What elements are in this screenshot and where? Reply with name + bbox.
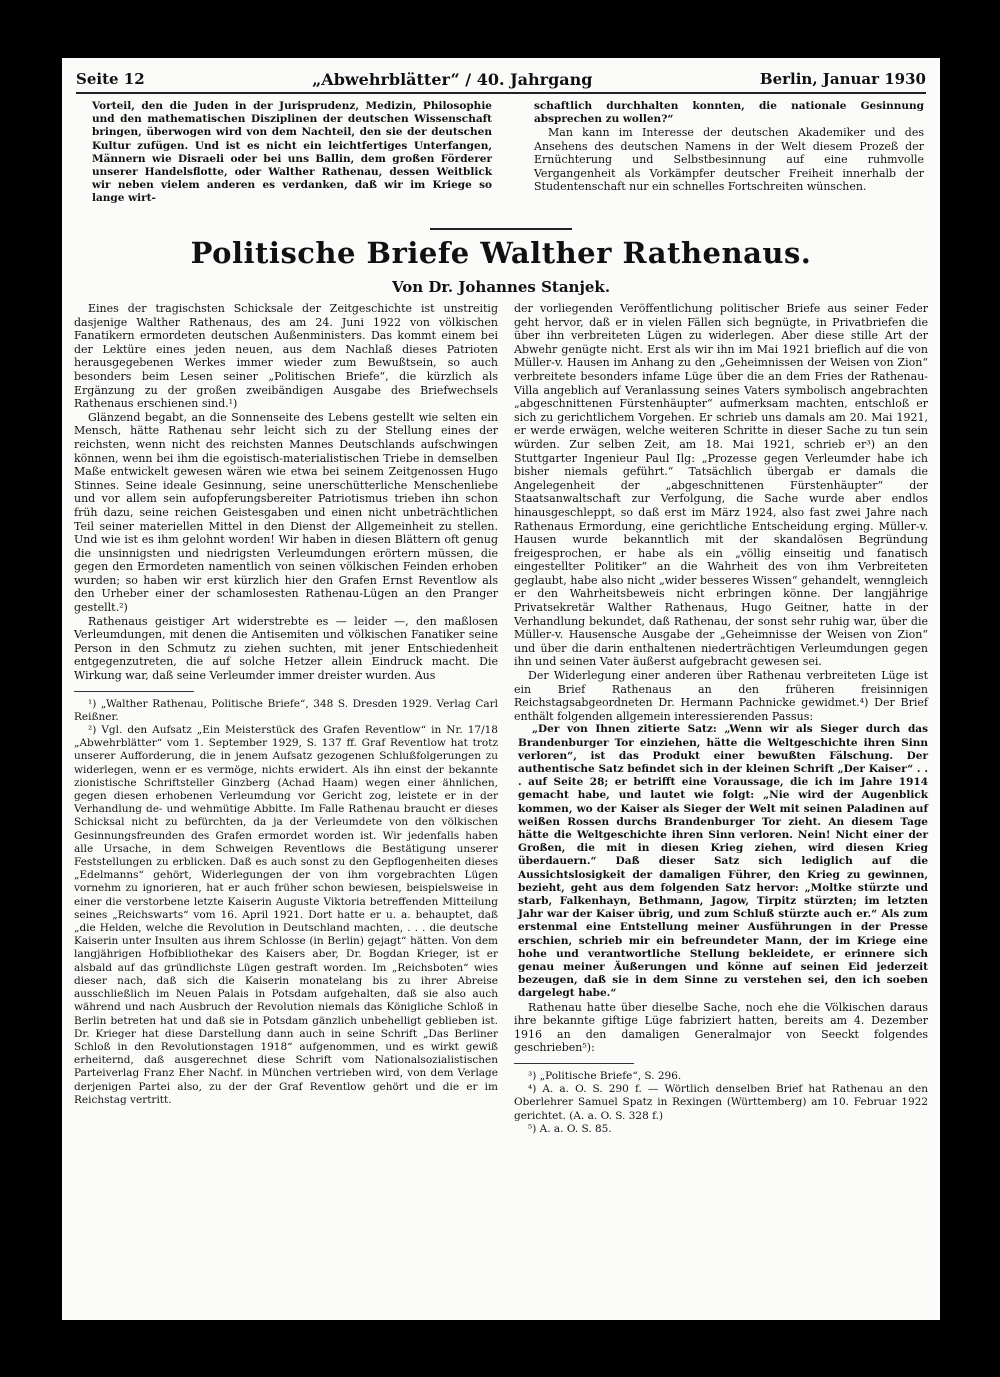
- previous-article-end-left: [92, 100, 492, 206]
- article-paragraph: der vorliegenden Veröffentlichung politischer Briefe aus seiner Feder geht hervor, daß er in vielen Fällen sich begnügte, in Privatbriefen die über ihn verbreiteten Lügen zu widerlegen. Aber diese stille Art der Abwehr genügte nicht. Erst als wir ihn im Mai 1921 brieflich auf die von Müller-v. Hausen im Anhang zu den „Geheimnissen der Weisen von Zion“ verbreitete besonders infame Lüge über die an dem Fries der Rathenau-Villa angeblich auf Veranlassung seines Vaters symbolisch angebrachten „abgeschnittenen Fürstenhäupter“ aufmerksam machten, entschloß er sich zu gerichtlichem Vorgehen. Er schrieb uns damals am 20. Mai 1921, er werde erwägen, welche weiteren Schritte in dieser Sache zu tun sein würden. Zur selben Zeit, am 18. Mai 1921, schrieb er³) an den Stuttgarter Ingenieur Paul Ilg: „Prozesse gegen Verleumder habe ich bisher niemals geführt.“ Tatsächlich übergab er damals die Angelegenheit der „abgeschnittenen Fürstenhäupter“ der Staatsanwaltschaft zur Verfolgung, die Sache wurde aber endlos hinausgeschleppt, so daß erst im März 1924, also fast zwei Jahre nach Rathenaus Ermordung, eine gerichtliche Entscheidung erging. Müller-v. Hausen wurde bekanntlich mit der skandalösen Begründung freigesprochen, er habe als ein „völlig einseitig und fanatisch eingestellter Politiker“ an die Wahrheit des von ihm Verbreiteten geglaubt, habe also nicht „wider besseres Wissen“ gehandelt, wenngleich er den Wahrheitsbeweis nicht erbringen könne. Der langjährige Privatsekretär Walther Rathenaus, Hugo Geitner, hatte in der Verhandlung bekundet, daß Rathenau, der sonst sehr ruhig war, über die Müller-v. Hausensche Ausgabe der „Geheimnisse der Weisen von Zion“ und über die darin enthaltenen niederträchtigen Verleumdungen gegen ihn und seinen Vater äußerst aufgebracht gewesen sei.: [514, 302, 928, 669]
- footnotes-right: [514, 1070, 928, 1136]
- article-byline: Von Dr. Johannes Stanjek.: [391, 278, 611, 296]
- footnote: ¹) „Walther Rathenau, Politische Briefe“, 348 S. Dresden 1929. Verlag Carl Reißner.: [74, 697, 498, 723]
- article-paragraph: Glänzend begabt, an die Sonnenseite des Lebens gestellt wie selten ein Mensch, hätte Rathenau sehr leicht sich zu der Stellung eines der reichsten, wenn nicht des reichsten Mannes Deutschlands aufschwingen können, wenn bei ihm die egoistisch-materialistischen Triebe in demselben Maße entwickelt gewesen wären wie etwa bei seinem Zeitgenossen Hugo Stinnes. Seine ideale Gesinnung, seine unerschütterliche Menschenliebe und vor allem sein aufopferungsbereiter Patriotismus trieben ihn schon früh dazu, seine reichen Geistesgaben und einen nicht unbeträchtlichen Teil seiner materiellen Mittel in den Dienst der Allgemeinheit zu stellen. Und wie ist es ihm gelohnt worden! Wir haben in diesen Blättern oft genug die unsinnigsten und niedrigsten Verleumdungen erörtern müssen, die gegen den Ermordeten namentlich von seinen völkischen Feinden erhoben wurden; so haben wir erst kürzlich hier den Grafen Ernst Reventlow als den Urheber einer der schamlosesten Rathenau-Lügen an den Pranger gestellt.²): [74, 410, 498, 615]
- article-paragraph: Rathenau hatte über dieselbe Sache, noch ehe die Völkischen daraus ihre bekannte giftige Lüge fabriziert hatten, bereits am 4. Dezember 1916 an den damaligen Generalmajor von Seeckt folgendes geschrieben⁵):: [514, 1000, 928, 1055]
- letter-quote: „Der von Ihnen zitierte Satz: „Wenn wir als Sieger durch das Brandenburger Tor einziehen, hätte die Weltgeschichte ihren Sinn verloren“, ist das Produkt einer bewußten Fälschung. Der authentische Satz befindet sich in der kleinen Schrift „Der Kaiser“ . . . auf Seite 28; er betrifft eine Voraussage, die ich im Jahre 1914 gemacht habe, und lautet wie folgt: „Nie wird der Augenblick kommen, wo der Kaiser als Sieger der Welt mit seinen Paladinen auf weißen Rossen durchs Brandenburger Tor zieht. An diesem Tage hätte die Weltgeschichte ihren Sinn verloren. Nein! Nicht einer der Großen, die mit in diesen Krieg ziehen, wird diesen Krieg überdauern.“ Daß dieser Satz sich lediglich auf die Aussichtslosigkeit der damaligen Führer, den Krieg zu gewinnen, bezieht, geht aus dem folgenden Satz hervor: „Moltke stürzte und starb, Falkenhayn, Bethmann, Jagow, Tirpitz stürzten; im letzten Jahr war der Kaiser übrig, und zum Schluß stürzte auch er.“ Als zum erstenmal eine Entstellung meiner Ausführungen in der Presse erschien, schrieb mir ein befreundeter Mann, der im Kriege eine hohe und verantwortliche Stellung bekleidete, er erinnere sich genau meiner Äußerungen und könne auf seinen Eid jederzeit bezeugen, daß sie in dem Sinne zu verstehen sei, den ich soeben dargelegt habe.“: [518, 723, 928, 1000]
- article-paragraph: Rathenaus geistiger Art widerstrebte es — leider —, den maßlosen Verleumdungen, mit denen die Antisemiten und völkischen Fanatiker seine Person in den Schmutz zu ziehen suchten, mit jener Entschiedenheit entgegenzutreten, die auf solche Hetzer allein Eindruck macht. Die Wirkung war, daß seine Verleumder immer dreister wurden. Aus: [74, 614, 498, 683]
- footnote: ³) „Politische Briefe“, S. 296.: [528, 1070, 682, 1083]
- previous-article-end-right: [534, 100, 924, 194]
- footnote: ⁴) A. a. O. S. 290 f. — Wörtlich denselben Brief hat Rathenau an den Oberlehrer Samuel Spatz in Rexingen (Württemberg) am 10. Februar 1922 gerichtet. (A. a. O. S. 328 f.): [514, 1083, 928, 1122]
- footnote-divider: [514, 1063, 634, 1064]
- footnote-divider: [74, 691, 194, 692]
- footnotes-left: [74, 698, 498, 1107]
- journal-title: „Abwehrblätter“ / 40. Jahrgang: [312, 69, 593, 89]
- previous-article-text-left: Vorteil, den die Juden in der Jurisprudenz, Medizin, Philosophie und den mathematischen Disziplinen der deutschen Wissenschaft bringen, überwogen wird von dem Nachteil, den sie der deutschen Kultur zufügen. Und ist es nicht ein leichtfertiges Unterfangen, Männern wie Disraeli oder bei uns Ballin, dem großen Förderer unserer Handelsflotte, oder Walther Rathenau, dessen Weitblick wir neben vielem anderen es verdanken, daß wir im Kriege so lange wirt-: [92, 100, 492, 205]
- page-header: [76, 66, 926, 94]
- section-divider: [430, 228, 572, 230]
- previous-article-text-right: Man kann im Interesse der deutschen Akademiker und des Ansehens des deutschen Namens in der Welt diesem Prozeß der Ernüchterung und Selbstbesinnung auf eine ruhmvolle Vergangenheit als Vorkämpfer deutscher Freiheit innerhalb der Studentenschaft nur ein schnelles Fortschreiten wünschen.: [534, 126, 924, 194]
- footnote: ²) Vgl. den Aufsatz „Ein Meisterstück des Grafen Reventlow“ in Nr. 17/18 „Abwehrblätter“ vom 1. September 1929, S. 137 ff. Graf Reventlow hat trotz unserer Aufforderung, die in jenem Aufsatz gezogenen Schlußfolgerungen zu widerlegen, wenn er es vermöge, nichts erwidert. Als ihn einst der bekannte zionistische Schriftsteller Ginzberg (Achad Haam) wegen einer ähnlichen, gegen diesen erhobenen Verleumdung vor Gericht zog, leistete er in der Verhandlung de- und wehmütige Abbitte. Im Falle Rathenau braucht er dieses Schicksal nicht zu befürchten, da ja der Verleumdete von den völkischen Gesinnungsfreunden des Grafen ermordet worden ist. Wir jedenfalls haben alle Ursache, in dem Schweigen Reventlows die Bestätigung unserer Feststellungen zu erblicken. Daß es auch sonst zu den Gepflogenheiten dieses „Edelmanns“ gehört, Widerlegungen der von ihm vorgebrachten Lügen vornehm zu ignorieren, hat er auch früher schon bewiesen, beispielsweise in einer die verstorbene letzte Kaiserin Auguste Viktoria betreffenden Mitteilung seines „Reichswarts“ vom 16. April 1921. Dort hatte er u. a. behauptet, daß „die Helden, welche die Revolution in Deutschland machten, . . . die deutsche Kaiserin unter Insulten aus ihrem Schlosse (in Berlin) gejagt“ hätten. Von dem langjährigen Hofbibliothekar des Kaisers aber, Dr. Bogdan Krieger, ist er alsbald auf das gründlichste Lügen gestraft worden. Im „Reichsboten“ wies dieser nach, daß sich die Kaiserin monatelang bis zu ihrer Abreise ausschließlich im Neuen Palais in Potsdam aufgehalten, daß sie also auch während und nach Ausbruch der Revolution niemals das Königliche Schloß in Berlin betreten hat und daß sie in Potsdam gänzlich unbehelligt geblieben ist. Dr. Krieger hat diese Darstellung dann auch in seine Schrift „Das Berliner Schloß in den Revolutionstagen 1918“ aufgenommen, und es wirkt gewiß erheiternd, daß ausgerechnet diese Schrift vom Nationalsozialistischen Parteiverlag Franz Eher Nachf. in München vertrieben wird, von dem Verlage derjenigen Partei also, zu der der Graf Reventlow gehört und die er im Reichstag vertritt.: [74, 724, 498, 1106]
- page-number: Seite 12: [76, 70, 145, 88]
- newspaper-page: [62, 58, 940, 1320]
- footnote: ⁵) A. a. O. S. 85.: [528, 1122, 612, 1135]
- previous-article-lead: schaftlich durchhalten konnten, die nationale Gesinnung absprechen zu wollen?“: [534, 100, 924, 125]
- article-title: Politische Briefe Walther Rathenaus.: [190, 236, 812, 270]
- article-paragraph: Der Widerlegung einer anderen über Rathenau verbreiteten Lüge ist ein Brief Rathenaus an den früheren freisinnigen Reichstagsabgeordneten Dr. Hermann Pachnicke gewidmet.⁴) Der Brief enthält folgenden allgemein interessierenden Passus:: [514, 669, 928, 723]
- article-paragraph: Eines der tragischsten Schicksale der Zeitgeschichte ist unstreitig dasjenige Walther Rathenaus, des am 24. Juni 1922 von völkischen Fanatikern ermordeten deutschen Außenministers. Das kommt einem bei der Lektüre eines jeden neuen, aus dem Nachlaß dieses Patrioten herausgegebenen Werkes immer wieder zum Bewußtsein, so auch besonders beim Lesen seiner „Politischen Briefe“, die kürzlich als Ergänzung zu der großen zweibändigen Ausgabe des Briefwechsels Rathenaus erschienen sind.¹): [74, 302, 498, 411]
- article-column-left: [74, 302, 498, 1107]
- place-date: Berlin, Januar 1930: [759, 70, 926, 88]
- article-column-right: [514, 302, 928, 1136]
